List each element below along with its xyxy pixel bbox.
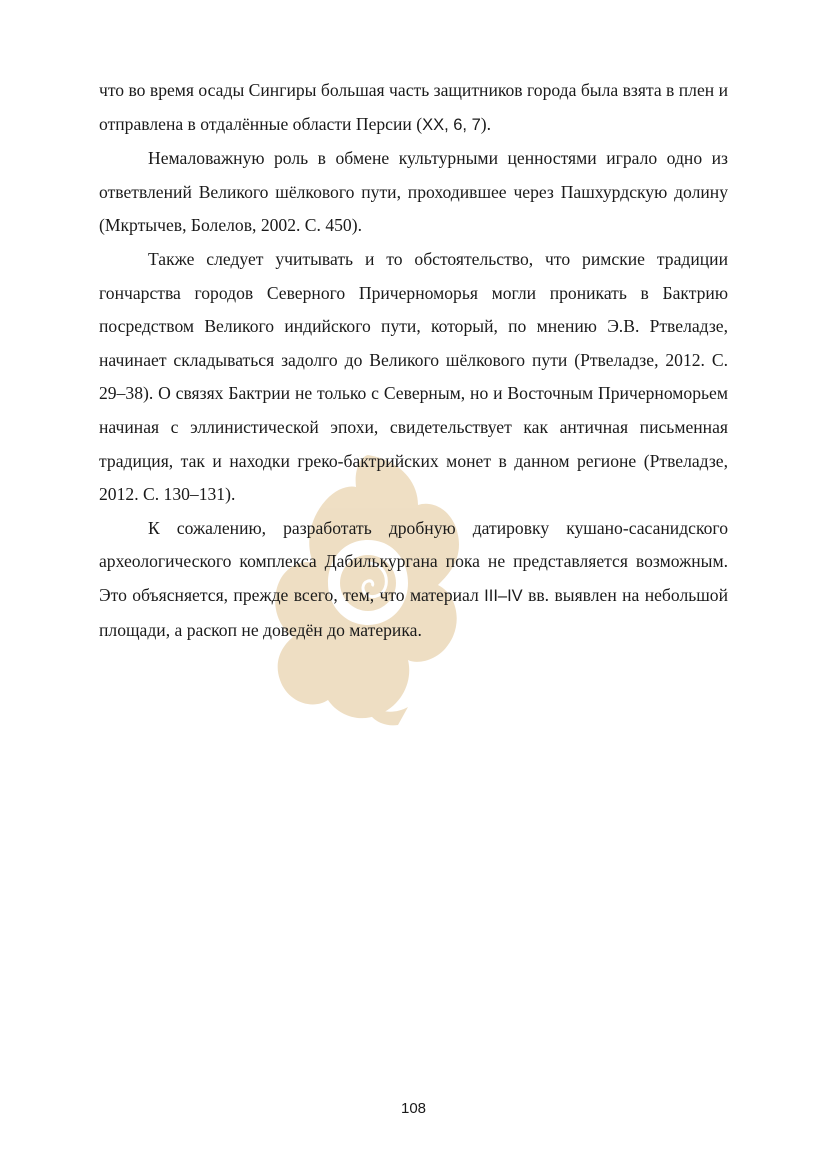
paragraph <box>99 74 728 142</box>
text-run: Немаловажную роль в обмене культурными ценностями играло одно из ответвлений Великого шёлкового пути, проходившее через Пашхурдскую долину (Мкртычев, Болелов, 2002. С. 450). <box>99 148 728 236</box>
text-run: ). <box>480 113 492 134</box>
body-text <box>99 74 728 647</box>
paragraph <box>99 142 728 243</box>
text-run: Также следует учитывать и то обстоятельство, что римские традиции гончарства городов Северного Причерноморья могли проникать в Бактрию посредством Великого индийского пути, который, по мнению Э.В. Ртвеладзе, начинает складываться задолго до Великого шёлкового пути (Ртвеладзе, 2012. С. 29–38). О связях Бактрии не только с Северным, но и Восточным Причерноморьем начиная с эллинистической эпохи, свидетельствует как античная письменная традиция, так и находки греко‑бактрийских монет в данном регионе (Ртвеладзе, 2012. С. 130–131). <box>99 248 728 505</box>
text-run: что во время осады Сингиры большая часть защитников города была взята в плен и отправлена в отдалённые области Персии ( <box>99 80 728 134</box>
text-run: вв. выявлен на небольшой площади, а раскоп не доведён до материка. <box>99 584 729 640</box>
sans-text-run: III–IV <box>484 586 523 605</box>
text-run: К сожалению, разработать дробную датировку кушано‑сасанидского археологического комплекса Дабилькургана пока не представляется возможным. Это объясняется, прежде всего, тем, что материал <box>99 517 728 605</box>
paragraph <box>99 512 728 647</box>
page-number: 108 <box>400 1100 427 1117</box>
paragraph <box>99 243 728 512</box>
sans-text-run: XX, 6, 7 <box>422 115 481 134</box>
